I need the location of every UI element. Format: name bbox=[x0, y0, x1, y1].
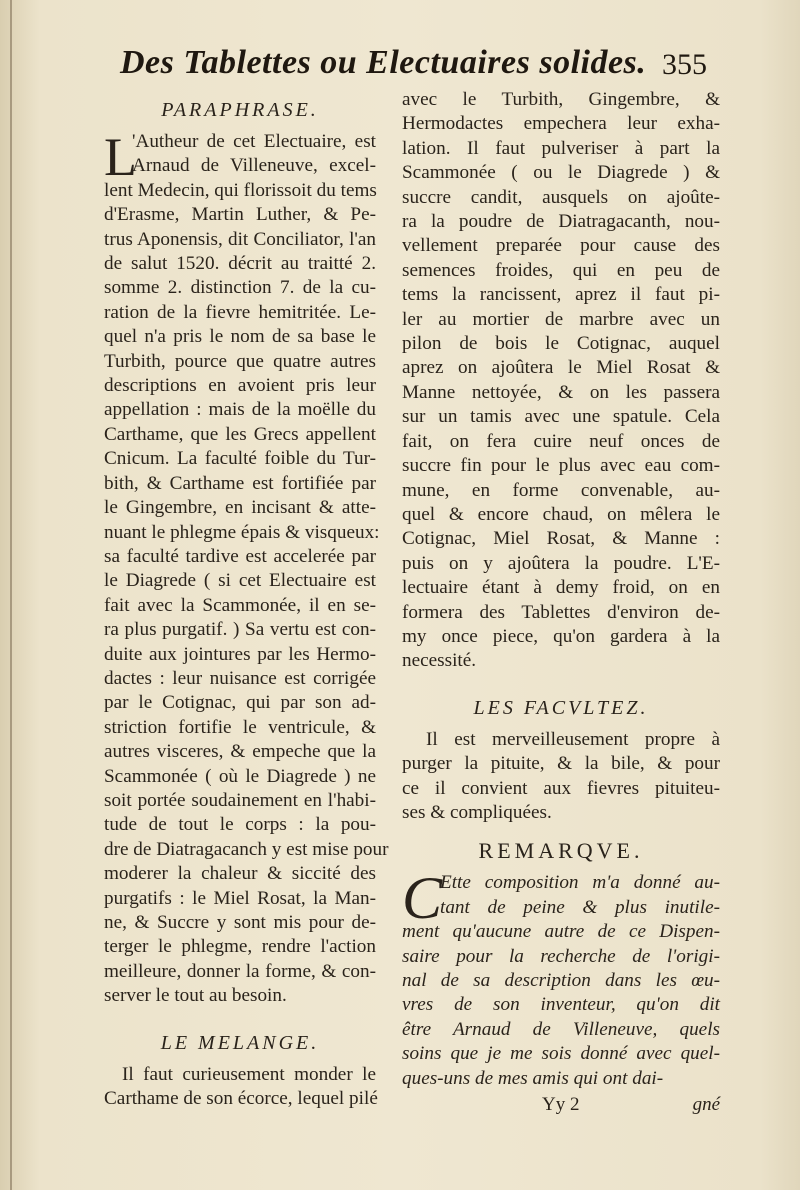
text-line: bith, & Carthame est fortifiée par bbox=[104, 472, 376, 494]
heading-paraphrase: PARAPHRASE. bbox=[161, 99, 319, 121]
text-line: puis on y ajoûtera la poudre. L'E- bbox=[402, 552, 720, 574]
paraphrase-paragraph bbox=[104, 127, 389, 1009]
text-line: tant de peine & plus inutile- bbox=[440, 896, 720, 918]
text-line: Arnaud de Villeneuve, excel- bbox=[132, 155, 376, 177]
text-line: quel n'a pris le nom de sa base le bbox=[104, 326, 376, 348]
text-line: meilleure, donner la forme, & con- bbox=[104, 960, 376, 982]
text-line: Carthame, que les Grecs appellent bbox=[104, 423, 376, 445]
text-line: fait avec la Scammonée, il en se- bbox=[104, 594, 376, 616]
text-line: ment qu'aucune autre de ce Dispen- bbox=[402, 921, 720, 943]
text-line: formera des Tablettes d'environ de- bbox=[402, 601, 720, 623]
text-line: Cnicum. La faculté foible du Tur- bbox=[104, 448, 376, 470]
text-line: lation. Il faut pulveriser à part la bbox=[402, 137, 720, 159]
text-line: Il faut curieusement monder le bbox=[122, 1063, 376, 1085]
catchword: gné bbox=[692, 1094, 720, 1116]
text-line: être Arnaud de Villeneuve, quels bbox=[402, 1018, 720, 1040]
right-column bbox=[402, 88, 720, 1117]
text-line: ra plus purgatif. ) Sa vertu est con- bbox=[104, 619, 376, 641]
text-line: ne, & Succre y sont mis pour de- bbox=[104, 912, 376, 933]
spacer bbox=[402, 674, 720, 688]
text-line: Carthame de son écorce, lequel pilé bbox=[104, 1088, 378, 1110]
text-line: mune, en forme convenable, au- bbox=[402, 479, 720, 501]
text-line: pilon de bois le Cotignac, auquel bbox=[402, 333, 720, 355]
melange-continued-paragraph bbox=[402, 88, 720, 674]
text-line: ler au mortier de marbre avec un bbox=[402, 308, 720, 330]
text-line: autres visceres, & empeche que la bbox=[104, 741, 376, 763]
running-head-title: Des Tablettes ou Electuaires solides. bbox=[120, 44, 647, 81]
spacer bbox=[104, 1009, 376, 1023]
text-line: Manne nettoyée, & on les passera bbox=[402, 381, 720, 403]
text-line: somme 2. distinction 7. de la cu- bbox=[104, 277, 376, 299]
text-line: Il est merveilleusement propre à bbox=[426, 728, 720, 750]
text-line: nal de sa description dans les œu- bbox=[402, 970, 720, 991]
text-line: vellement preparée pour cause des bbox=[402, 235, 720, 257]
text-line: soins que je me sois donné avec quel- bbox=[402, 1043, 720, 1065]
text-line: duite aux jointures par les Hermo- bbox=[104, 643, 376, 665]
text-line: Scammonée ( où le Diagrede ) ne bbox=[104, 765, 376, 787]
text-line: Hermodactes empechera leur exha- bbox=[402, 113, 720, 135]
text-line: Cotignac, Miel Rosat, & Manne : bbox=[402, 528, 720, 550]
text-line: purgatifs : le Miel Rosat, la Man- bbox=[104, 887, 376, 909]
dropcap-letter: L bbox=[104, 127, 137, 187]
text-line: d'Erasme, Martin Luther, & Pe- bbox=[104, 204, 376, 226]
page-edge-shadow bbox=[10, 0, 12, 1190]
heading-melange: LE MELANGE. bbox=[160, 1031, 320, 1054]
dropcap-letter-c: C bbox=[402, 865, 443, 932]
text-line: server le tout au besoin. bbox=[104, 985, 287, 1007]
text-line: sa faculté tardive est accelerée par bbox=[104, 545, 376, 567]
text-line: semences froides, qui en peu de bbox=[402, 259, 720, 281]
text-line: necessité. bbox=[402, 650, 477, 672]
text-line: purger la pituite, & la bile, & pour bbox=[402, 753, 720, 775]
text-line: terger le phlegme, rendre l'action bbox=[104, 936, 376, 958]
text-line: nuant le phlegme épais & visqueux: bbox=[104, 521, 380, 543]
text-line: de salut 1520. décrit au traitté 2. bbox=[104, 253, 376, 275]
text-line: le Diagrede ( si cet Electuaire est bbox=[104, 570, 376, 592]
text-line: striction fortifie le ventricule, & bbox=[104, 716, 376, 738]
text-line: sur un tamis avec une spatule. Cela bbox=[402, 406, 720, 428]
text-line: ce il convient aux fievres pituiteu- bbox=[402, 777, 720, 799]
text-line: aprez on ajoûtera le Miel Rosat & bbox=[402, 357, 720, 379]
text-line: fait, on fera cuire neuf onces de bbox=[402, 430, 720, 452]
text-line: my once piece, qu'on gardera à la bbox=[402, 625, 720, 647]
text-line: saire pour la recherche de l'origi- bbox=[402, 945, 720, 967]
text-line: trus Aponensis, dit Conciliator, l'an bbox=[104, 228, 376, 250]
text-line: 'Autheur de cet Electuaire, est bbox=[132, 131, 376, 152]
page-number: 355 bbox=[662, 48, 707, 81]
text-line: par le Cotignac, qui par son ad- bbox=[104, 692, 376, 714]
signature-line bbox=[402, 1093, 720, 1117]
text-line: Ette composition m'a donné au- bbox=[440, 872, 720, 894]
text-line: appellation : mais de la moëlle du bbox=[104, 399, 376, 421]
text-line: lent Medecin, qui florissoit du tems bbox=[104, 179, 377, 201]
text-line: le Gingembre, en incisant & atte- bbox=[104, 497, 376, 519]
text-line: tude de tout le corps : la pou- bbox=[104, 814, 376, 836]
text-line: avec le Turbith, Gingembre, & bbox=[402, 89, 720, 110]
text-line: ses & compliquées. bbox=[402, 801, 552, 823]
text-line: tems la rancissent, aprez il faut pi- bbox=[402, 284, 720, 306]
remarque-paragraph bbox=[402, 865, 720, 1091]
text-line: dactes : leur nuisance est corrigée bbox=[104, 667, 376, 689]
text-line: succre candit, ausquels on ajoûte- bbox=[402, 186, 720, 208]
signature-mark: Yy 2 bbox=[542, 1094, 580, 1116]
text-line: succre fin pour le plus avec eau com- bbox=[402, 455, 720, 477]
heading-remarque: REMARQVE. bbox=[478, 838, 644, 864]
text-line: moderer la chaleur & siccité des bbox=[104, 863, 376, 885]
text-line: descriptions en avoient pris leur bbox=[104, 375, 376, 397]
text-line: Turbith, pource que quatre autres bbox=[104, 350, 376, 372]
text-line: ques-uns de mes amis qui ont dai- bbox=[402, 1067, 664, 1089]
text-line: ration de la fievre hemitritée. Le- bbox=[104, 301, 376, 323]
text-line: dre de Diatragacanch y est mise pour bbox=[104, 838, 389, 860]
text-line: Scammonée ( ou le Diagrede ) & bbox=[402, 162, 720, 184]
melange-paragraph bbox=[104, 1063, 376, 1112]
facultez-paragraph bbox=[402, 728, 720, 826]
text-line: soit portée soudainement en l'habi- bbox=[104, 789, 376, 811]
heading-facultez: LES FACVLTEZ. bbox=[473, 696, 649, 719]
text-line: quel & encore chaud, on mêlera le bbox=[402, 503, 720, 525]
text-line: ra la poudre de Diatragacanth, nou- bbox=[402, 211, 720, 233]
left-column bbox=[104, 90, 389, 1111]
text-line: lectuaire étant à demy froid, on en bbox=[402, 577, 720, 599]
text-line: vres de son inventeur, qu'on dit bbox=[402, 994, 720, 1016]
